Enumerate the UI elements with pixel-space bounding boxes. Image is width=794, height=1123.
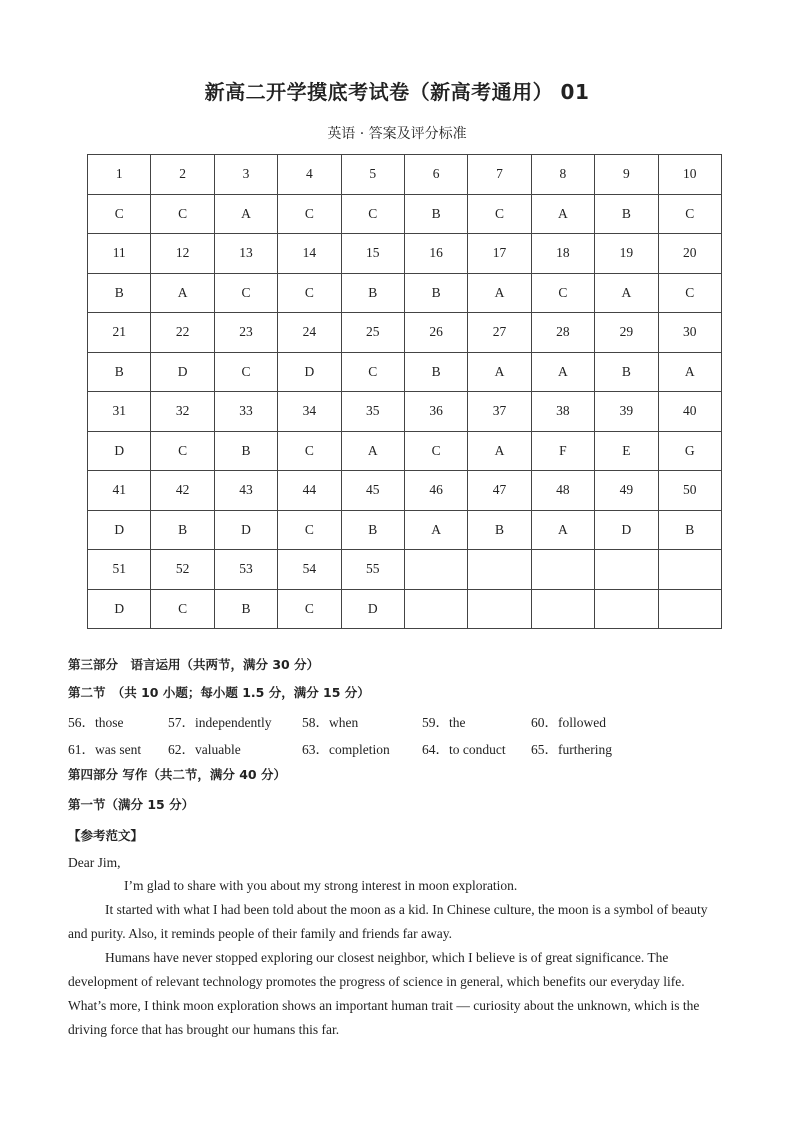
answer-cell: B xyxy=(404,194,467,234)
answer-cell: B xyxy=(341,510,404,550)
answer-cell: B xyxy=(404,273,467,313)
question-number-cell xyxy=(658,550,721,590)
part3-heading: 第三部分 语言运用（共两节，满分 30 分） xyxy=(68,657,320,672)
question-number-cell: 35 xyxy=(341,392,404,432)
answer-row xyxy=(88,273,722,313)
answer-row xyxy=(88,431,722,471)
question-number-cell: 16 xyxy=(404,234,467,274)
question-number-cell: 11 xyxy=(88,234,151,274)
answer-cell: C xyxy=(531,273,594,313)
answer-cell: B xyxy=(658,510,721,550)
question-number-cell: 1 xyxy=(88,155,151,195)
question-number-cell: 36 xyxy=(404,392,467,432)
question-number-cell: 4 xyxy=(278,155,341,195)
question-number-cell: 22 xyxy=(151,313,214,353)
fill-answer: 65．furthering xyxy=(531,742,612,757)
fill-answer: 61．was sent xyxy=(68,742,142,757)
question-number-cell: 20 xyxy=(658,234,721,274)
section2-heading: 第二节 （共 10 小题；每小题 1.5 分，满分 15 分） xyxy=(68,685,370,700)
answer-cell: C xyxy=(278,431,341,471)
answer-cell: B xyxy=(214,589,277,629)
answer-cell: E xyxy=(595,431,658,471)
answer-cell: C xyxy=(658,194,721,234)
answer-cell: B xyxy=(214,431,277,471)
question-number-cell: 15 xyxy=(341,234,404,274)
question-number-cell: 26 xyxy=(404,313,467,353)
answer-cell: F xyxy=(531,431,594,471)
answer-cell: D xyxy=(278,352,341,392)
question-number-cell: 33 xyxy=(214,392,277,432)
question-number-cell: 13 xyxy=(214,234,277,274)
question-number-cell: 50 xyxy=(658,471,721,511)
question-number-cell: 5 xyxy=(341,155,404,195)
question-number-cell xyxy=(531,550,594,590)
reference-label: 【参考范文】 xyxy=(68,828,144,843)
answer-cell: C xyxy=(468,194,531,234)
question-number-cell: 3 xyxy=(214,155,277,195)
answer-cell: C xyxy=(278,273,341,313)
question-number-cell: 52 xyxy=(151,550,214,590)
part4-heading: 第四部分 写作（共二节，满分 40 分） xyxy=(68,767,286,782)
answer-cell: A xyxy=(151,273,214,313)
answer-cell: A xyxy=(531,194,594,234)
question-number-cell: 28 xyxy=(531,313,594,353)
fill-answer: 57．independently xyxy=(168,715,272,730)
question-number-row xyxy=(88,234,722,274)
fill-answer: 58．when xyxy=(302,715,359,730)
fill-answer: 62．valuable xyxy=(168,742,241,757)
answer-cell: C xyxy=(151,431,214,471)
answer-cell xyxy=(404,589,467,629)
letter-paragraph-3: Humans have never stopped exploring our closest neighbor, which I believe is of great significance. The development of relevant technology promotes the progress of science in general, which benefits our everyday life. What’s more, I think moon exploration shows an important human trait — curiosity about the unknown, which is the driving force that has brought our humans this far. xyxy=(68,950,700,1037)
answer-cell: B xyxy=(88,352,151,392)
page-title: 新高二开学摸底考试卷（新高考通用） 01 xyxy=(204,80,590,104)
question-number-cell: 27 xyxy=(468,313,531,353)
question-number-cell: 18 xyxy=(531,234,594,274)
answer-cell: G xyxy=(658,431,721,471)
question-number-cell: 49 xyxy=(595,471,658,511)
question-number-cell xyxy=(404,550,467,590)
answer-cell: C xyxy=(88,194,151,234)
answer-cell: A xyxy=(404,510,467,550)
question-number-cell: 17 xyxy=(468,234,531,274)
answer-cell: D xyxy=(88,510,151,550)
question-number-cell: 12 xyxy=(151,234,214,274)
answer-cell: A xyxy=(658,352,721,392)
answer-cell: A xyxy=(341,431,404,471)
page-subtitle: 英语 · 答案及评分标准 xyxy=(327,126,467,142)
question-number-row xyxy=(88,471,722,511)
answer-cell xyxy=(468,589,531,629)
question-number-cell: 2 xyxy=(151,155,214,195)
answer-cell xyxy=(595,589,658,629)
question-number-cell: 25 xyxy=(341,313,404,353)
fill-answer: 60．followed xyxy=(531,715,606,730)
question-number-row xyxy=(88,392,722,432)
question-number-cell: 6 xyxy=(404,155,467,195)
question-number-row xyxy=(88,155,722,195)
question-number-cell: 42 xyxy=(151,471,214,511)
answer-cell: A xyxy=(531,510,594,550)
question-number-cell: 31 xyxy=(88,392,151,432)
question-number-cell: 39 xyxy=(595,392,658,432)
answer-cell: C xyxy=(214,273,277,313)
answer-cell: C xyxy=(278,194,341,234)
answer-cell: A xyxy=(214,194,277,234)
answer-row xyxy=(88,589,722,629)
question-number-cell: 54 xyxy=(278,550,341,590)
fill-answers-row-2 xyxy=(68,738,612,758)
answer-cell xyxy=(531,589,594,629)
question-number-cell: 10 xyxy=(658,155,721,195)
question-number-cell: 29 xyxy=(595,313,658,353)
answer-cell: B xyxy=(595,194,658,234)
question-number-cell: 34 xyxy=(278,392,341,432)
answer-cell: A xyxy=(468,273,531,313)
answer-cell: C xyxy=(278,510,341,550)
question-number-row xyxy=(88,550,722,590)
answer-cell: B xyxy=(88,273,151,313)
answer-cell: B xyxy=(151,510,214,550)
question-number-cell: 41 xyxy=(88,471,151,511)
answer-cell: B xyxy=(404,352,467,392)
fill-answer: 64．to conduct xyxy=(422,742,506,757)
question-number-cell: 44 xyxy=(278,471,341,511)
question-number-cell: 8 xyxy=(531,155,594,195)
answer-cell: C xyxy=(341,194,404,234)
fill-answer: 56．those xyxy=(68,715,124,730)
letter-paragraph-2: It started with what I had been told about the moon as a kid. In Chinese culture, the moon is a symbol of beauty and purity. Also, it reminds people of their family and friends far away. xyxy=(68,902,708,941)
letter-paragraph-1: I’m glad to share with you about my strong interest in moon exploration. xyxy=(124,878,518,893)
question-number-cell xyxy=(468,550,531,590)
answer-cell: C xyxy=(658,273,721,313)
answer-cell: D xyxy=(88,589,151,629)
answer-cell: D xyxy=(88,431,151,471)
answer-row xyxy=(88,510,722,550)
answer-cell: D xyxy=(595,510,658,550)
answer-row xyxy=(88,352,722,392)
question-number-cell: 32 xyxy=(151,392,214,432)
question-number-cell: 7 xyxy=(468,155,531,195)
question-number-cell: 19 xyxy=(595,234,658,274)
question-number-cell: 37 xyxy=(468,392,531,432)
question-number-cell: 40 xyxy=(658,392,721,432)
answer-cell: A xyxy=(531,352,594,392)
answer-cell: B xyxy=(341,273,404,313)
answer-cell: C xyxy=(214,352,277,392)
question-number-cell: 24 xyxy=(278,313,341,353)
fill-answers-row-1 xyxy=(68,711,606,731)
answer-cell: B xyxy=(595,352,658,392)
answer-cell: D xyxy=(341,589,404,629)
letter-greeting: Dear Jim, xyxy=(68,855,121,870)
answer-cell: A xyxy=(468,352,531,392)
question-number-cell: 9 xyxy=(595,155,658,195)
section1-heading: 第一节（满分 15 分） xyxy=(68,797,195,812)
question-number-cell: 38 xyxy=(531,392,594,432)
fill-answer: 59．the xyxy=(422,715,466,730)
question-number-cell: 53 xyxy=(214,550,277,590)
answer-cell xyxy=(658,589,721,629)
question-number-cell: 43 xyxy=(214,471,277,511)
answer-cell: D xyxy=(151,352,214,392)
question-number-cell: 30 xyxy=(658,313,721,353)
answer-cell: A xyxy=(468,431,531,471)
question-number-cell: 46 xyxy=(404,471,467,511)
answer-row xyxy=(88,194,722,234)
question-number-cell: 23 xyxy=(214,313,277,353)
fill-answer: 63．completion xyxy=(302,742,390,757)
answer-cell: A xyxy=(595,273,658,313)
question-number-cell: 48 xyxy=(531,471,594,511)
answer-cell: C xyxy=(404,431,467,471)
answer-cell: D xyxy=(214,510,277,550)
question-number-cell: 55 xyxy=(341,550,404,590)
answer-cell: C xyxy=(341,352,404,392)
question-number-cell: 14 xyxy=(278,234,341,274)
answer-cell: B xyxy=(468,510,531,550)
answer-cell: C xyxy=(278,589,341,629)
answer-cell: C xyxy=(151,589,214,629)
answer-cell: C xyxy=(151,194,214,234)
question-number-cell: 51 xyxy=(88,550,151,590)
question-number-row xyxy=(88,313,722,353)
answer-table xyxy=(87,154,722,629)
question-number-cell xyxy=(595,550,658,590)
question-number-cell: 47 xyxy=(468,471,531,511)
question-number-cell: 45 xyxy=(341,471,404,511)
question-number-cell: 21 xyxy=(88,313,151,353)
